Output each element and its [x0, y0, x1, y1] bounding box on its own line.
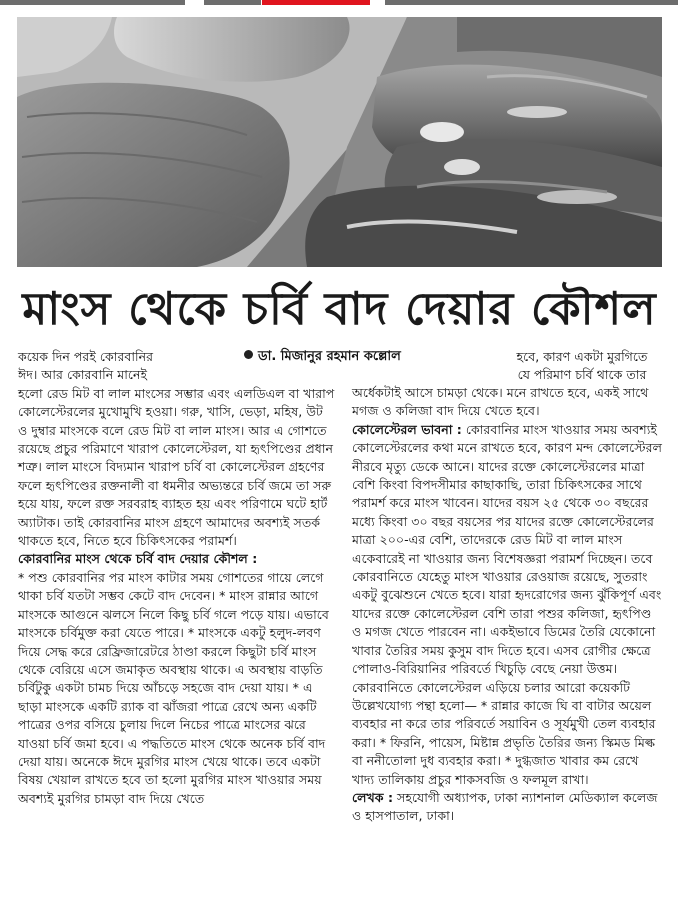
author-note — [352, 789, 664, 826]
paragraph-text: কোরবানির মাংস খাওয়ার সময় অবশ্যই কোলেস্টেরলের কথা মনে রাখতে হবে, কারণ মন্দ কোলেস্টেরল নীরবে মৃত্যু ডেকে আনে। যাদের রক্তে কোলেস্টেরলের মাত্রা বেশি কিংবা বিপদসীমার কাছাকাছি, তারা চিকিৎসকের সাথে পরামর্শ করে মাংস খাবেন। যাদের বয়স ২৫ থেকে ৩০ বছরের মধ্যে কিংবা ৩০ বছর বয়সের পর যাদের রক্তে কোলেস্টেরলের মাত্রা ২০০-এর বেশি, তাদেরকে রেড মিট বা লাল মাংস একেবারেই না খাওয়ার জন্য বিশেষজ্ঞরা পরামর্শ দিচ্ছেন। তবে কোরবানিতে যেহেতু মাংস খাওয়ার রেওয়াজ রয়েছে, সুতরাং একটু বুঝেশুনে খেতে হবে। যারা হৃদরোগের জন্য ঝুঁকিপূর্ণ এবং যাদের রক্তে কোলেস্টেরল বেশি তারা পশুর কলিজা, হৃৎপিণ্ড ও মগজ খেতে পারবেন না। একইভাবে ডিমের তৈরি যেকোনো খাবার তৈরির সময় কুসুম বাদ দিতে হবে। এসব রোগীর ক্ষেত্রে পোলাও-বিরিয়ানির পরিবর্তে খিচুড়ি বেছে নেয়া উত্তম। কোরবানিতে কোলেস্টেরল এড়িয়ে চলার আরো কয়েকটি উল্লেখযোগ্য পন্থা হলো— * রান্নার কাজে ঘি বা বাটার অয়েল ব্যবহার না করে তার পরিবর্তে সয়াবিন ও সূর্যমুখী তেল ব্যবহার করা। * ফিরনি, পায়েস, মিষ্টান্ন প্রভৃতি তৈরির জন্য স্কিমড মিল্ক বা ননীতোলা দুধ ব্যবহার করা। * দুগ্ধজাত খাবার কম রেখে খাদ্য তালিকায় প্রচুর শাকসবজি ও ফলমূল রাখা। — [352, 421, 662, 787]
text-line: ঈদ। আর কোরবানি মানেই — [18, 367, 148, 383]
author-text: সহযোগী অধ্যাপক, ঢাকা ন্যাশনাল মেডিক্যাল কলেজ ও হাসপাতাল, ঢাকা। — [352, 789, 658, 824]
top-color-bar — [0, 0, 678, 10]
text-line: কয়েক দিন পরই কোরবানির — [18, 349, 154, 364]
top-bar-segment — [385, 0, 678, 5]
top-bar-segment — [0, 0, 185, 5]
paragraph: হলো রেড মিট বা লাল মাংসের সম্ভার এবং এলডিএল বা খারাপ কোলেস্টেরলের মুখোমুখি হওয়া। গরু, খাসি, ভেড়া, মহিষ, উট ও দুম্বার মাংসকে বলে রেড মিট বা লাল মাংস। আর এ গোশতে রয়েছে প্রচুর পরিমাণে খারাপ কোলেস্টেরল, যা হৃৎপিণ্ডের প্রধান শত্রু। লাল মাংসে বিদ্যমান খারাপ চর্বি বা কোলেস্টেরল গ্রহণের ফলে হৃৎপিণ্ডের রক্তনালী বা ধমনীর অভ্যন্তরে চর্বি জমে তা সরু হয়ে যায়, ফলে রক্ত সরবরাহ ব্যাহত হয় এবং পরিণামে ঘটে হার্ট অ্যাটাক। তাই কোরবানির মাংস গ্রহণে আমাদের অবশ্যই সতর্ক থাকতে হবে, নিতে হবে চিকিৎসকের পরামর্শ। — [18, 385, 335, 549]
text-line: যে পরিমাণ চর্বি থাকে তার — [517, 367, 647, 383]
headline: মাংস থেকে চর্বি বাদ দেয়ার কৌশল — [22, 282, 657, 335]
left-column — [18, 348, 336, 808]
paragraph — [352, 421, 664, 789]
author-label: লেখক : — [352, 789, 393, 805]
top-bar-accent-segment — [262, 0, 370, 5]
author-name: ডা. মিজানুর রহমান কল্লোল — [258, 349, 401, 364]
right-column — [352, 384, 664, 826]
section-heading: কোলেস্টেরল ভাবনা : — [352, 421, 462, 437]
right-column-top — [500, 348, 664, 385]
text-line: হবে, কারণ একটা মুরগিতে — [516, 349, 648, 364]
paragraph: অর্ধেকটাই আসে চামড়া থেকে। মনে রাখতে হবে, একই সাথে মগজ ও কলিজা বাদ দিয়ে খেতে হবে। — [352, 385, 649, 419]
paragraph: * পশু কোরবানির পর মাংস কাটার সময় গোশতের গায়ে লেগে থাকা চর্বি যতটা সম্ভব কেটে বাদ দেবেন। * মাংস রান্নার আগে মাংসকে আগুনে ঝলসে নিলে কিছু চর্বি গলে পড়ে যায়। এভাবে মাংসকে চর্বিমুক্ত করা যেতে পারে। * মাংসকে একটু হলুদ-লবণ দিয়ে সেদ্ধ করে রেফ্রিজারেটরে ঠাণ্ডা করলে কিছুটা চর্বি মাংস থেকে বেরিয়ে এসে জমাকৃত অবস্থায় থাকে। এ অবস্থায় বাড়তি চর্বিটুকু একটা চামচ দিয়ে আঁচড়ে সহজে বাদ দেয়া যায়। * এ ছাড়া মাংসকে একটি র‍্যাক বা ঝাঁজরা পাত্রে রেখে অন্য একটি পাত্রের ওপর বসিয়ে চুলায় দিলে নিচের পাত্রে মাংসের ঝরে যাওয়া চর্বি জমা হবে। এ পদ্ধতিতে মাংস থেকে অনেক চর্বি বাদ দেয়া যায়। অনেকে ঈদে মুরগির মাংস খেয়ে থাকে। তবে একটা বিষয় খেয়াল রাখতে হবে তা হলো মুরগির মাংস খাওয়ার সময় অবশ্যই মুরগির চামড়া বাদ দিয়ে খেতে — [18, 569, 329, 806]
top-bar-segment — [204, 0, 261, 5]
meat-photo — [17, 17, 662, 267]
meat-photo-icon — [17, 17, 662, 267]
section-heading: কোরবানির মাংস থেকে চর্বি বাদ দেয়ার কৌশল : — [18, 551, 258, 567]
